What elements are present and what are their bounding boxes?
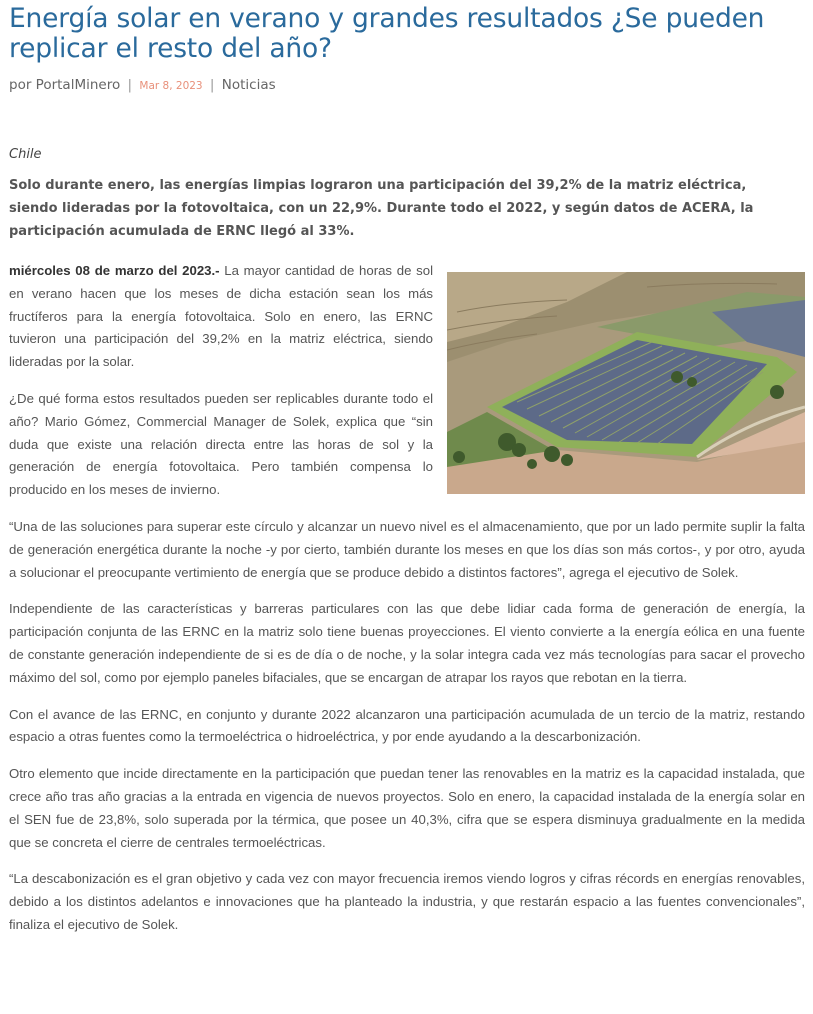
country-label: Chile xyxy=(9,147,42,162)
paragraph-6: Otro elemento que incide directamente en la participación que puedan tener las renovables en la matriz es la capacidad instalada, que crece año tras año gracias a la entrada en vigencia de nuevos proyectos. Solo en enero, la capacidad instalada de la energía solar en el SEN fue de 23,8%, solo superada por la térmica, que posee un 40,3%, cifra que se espera disminuya gradualmente en la medida que se concreta el cierre de centrales termoeléctricas. xyxy=(9,766,805,850)
paragraph-4: Independiente de las características y barreras particulares con las que debe lidiar cada forma de generación de energía, la participación conjunta de las ERNC en la matriz solo tiene buenas proyecciones. El viento convierte a la energía eólica en una fuente de constante generación independiente de si es de día o de noche, y la solar integra cada vez más tecnologías para sacar el provecho máximo del sol, como por ejemplo paneles bifaciales, que se encargan de atrapar los rayos que rebotan en la tierra. xyxy=(9,601,805,685)
post-date: Mar 8, 2023 xyxy=(139,80,203,92)
category-link[interactable]: Noticias xyxy=(221,77,276,93)
article-title: Energía solar en verano y grandes resultados ¿Se pueden replicar el resto del año? xyxy=(9,3,765,64)
article-body xyxy=(9,260,805,937)
solar-farm-photo xyxy=(447,272,805,494)
article-lead: Solo durante enero, las energías limpias lograron una participación del 39,2% de la matriz eléctrica, siendo lideradas por la fotovoltaica, con un 22,9%. Durante todo el 2022, y según datos de ACERA, la participación acumulada de ERNC llegó al 33%. xyxy=(9,178,754,239)
post-meta xyxy=(9,76,805,95)
meta-separator: | xyxy=(127,77,133,93)
paragraph-7: “La descabonización es el gran objetivo y cada vez con mayor frecuencia iremos viendo logros y cifras récords en energías renovables, debido a los distintos adelantos e innovaciones que ha planteado la industria, y que restarán espacio a las fuentes convencionales”, finaliza el ejecutivo de Solek. xyxy=(9,871,805,932)
dateline: miércoles 08 de marzo del 2023.- xyxy=(9,263,220,278)
paragraph-5: Con el avance de las ERNC, en conjunto y durante 2022 alcanzaron una participación acumulada de un tercio de la matriz, restando espacio a otras fuentes como la termoeléctrica o hidroeléctrica, y por ende ayudando a la descarbonización. xyxy=(9,706,805,745)
paragraph-1-text: La mayor cantidad de horas de sol en verano hacen que los meses de dicha estación sean los más fructíferos para la energía fotovoltaica. Solo en enero, las ERNC tuvieron una participación del 39,2% en la matriz eléctrica, siendo lideradas por la solar. xyxy=(9,263,433,370)
author-link[interactable]: por PortalMinero xyxy=(9,77,121,93)
paragraph-3: “Una de las soluciones para superar este círculo y alcanzar un nuevo nivel es el almacenamiento, que por un lado permite suplir la falta de generación energética durante la noche -y por cierto, también durante los meses en que los días son más cortos-, y por otro, ayuda a solucionar el preocupante vertimiento de energía que se produce debido a distintos factores”, agrega el ejecutivo de Solek. xyxy=(9,518,805,580)
paragraph-2: ¿De qué forma estos resultados pueden ser replicables durante todo el año? Mario Gómez, Commercial Manager de Solek, explica que “sin duda que existe una relación directa entre las horas de sol y la generación de energía fotovoltaica. Pero también compensa lo producido en los meses de invierno. xyxy=(9,390,433,498)
meta-separator: | xyxy=(209,77,215,93)
article xyxy=(9,0,805,951)
